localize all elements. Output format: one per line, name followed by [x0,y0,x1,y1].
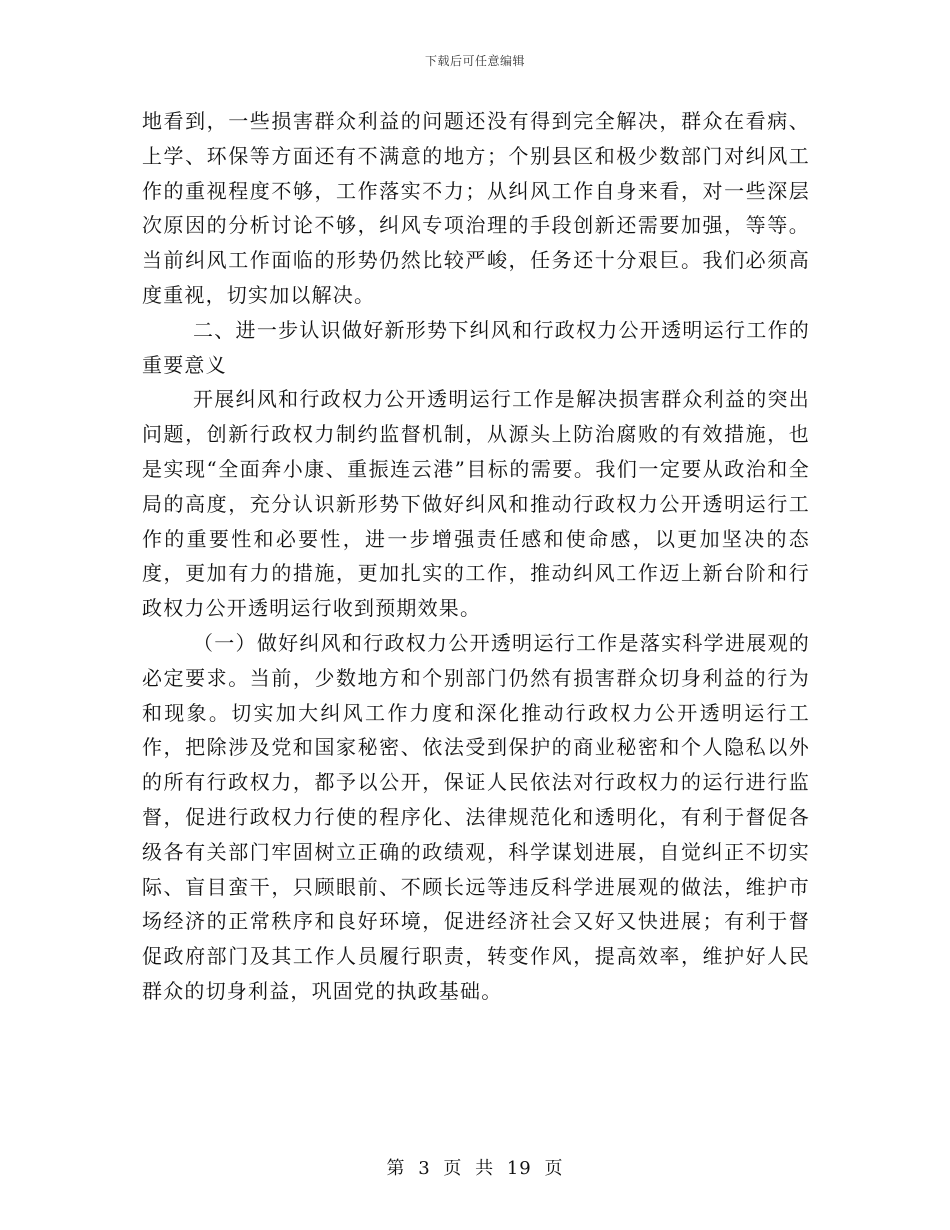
paragraph-significance: 开展纠风和行政权力公开透明运行工作是解决损害群众利益的突出问题，创新行政权力制约监督机制，从源头上防治腐败的有效措施，也是实现“全面奔小康、重振连云港”目标的需要。我们一定要从政治和全局的高度，充分认识新形势下做好纠风和推动行政权力公开透明运行工作的重要性和必要性，进一步增强责任感和使命感，以更加坚决的态度，更加有力的措施，更加扎实的工作，推动纠风工作迈上新台阶和行政权力公开透明运行收到预期效果。 [142,387,810,621]
document-body [142,104,810,1009]
paragraph-continuation: 地看到，一些损害群众利益的问题还没有得到完全解决，群众在看病、上学、环保等方面还有不满意的地方；个别县区和极少数部门对纠风工作的重视程度不够，工作落实不力；从纠风工作自身来看，对一些深层次原因的分析讨论不够，纠风专项治理的手段创新还需要加强，等等。当前纠风工作面临的形势仍然比较严峻，任务还十分艰巨。我们必须高度重视，切实加以解决。 [142,109,810,307]
page-number-footer: 第 3 页 共 19 页 [386,1158,564,1179]
paragraph-subsection-1: （一）做好纠风和行政权力公开透明运行工作是落实科学进展观的必定要求。当前，少数地方和个别部门仍然有损害群众切身利益的行为和现象。切实加大纠风工作力度和深化推动行政权力公开透明运行工作，把除涉及党和国家秘密、依法受到保护的商业秘密和个人隐私以外的所有行政权力，都予以公开，保证人民依法对行政权力的运行进行监督，促进行政权力行使的程序化、法律规范化和透明化，有利于督促各级各有关部门牢固树立正确的政绩观，科学谋划进展，自觉纠正不切实际、盲目蛮干，只顾眼前、不顾长远等违反科学进展观的做法，维护市场经济的正常秩序和良好环境，促进经济社会又好又快进展；有利于督促政府部门及其工作人员履行职责，转变作风，提高效率，维护好人民群众的切身利益，巩固党的执政基础。 [142,630,810,1003]
page-header: 下载后可任意编辑 [424,54,525,68]
section-heading: 二、进一步认识做好新形势下纠风和行政权力公开透明运行工作的重要意义 [142,317,810,377]
